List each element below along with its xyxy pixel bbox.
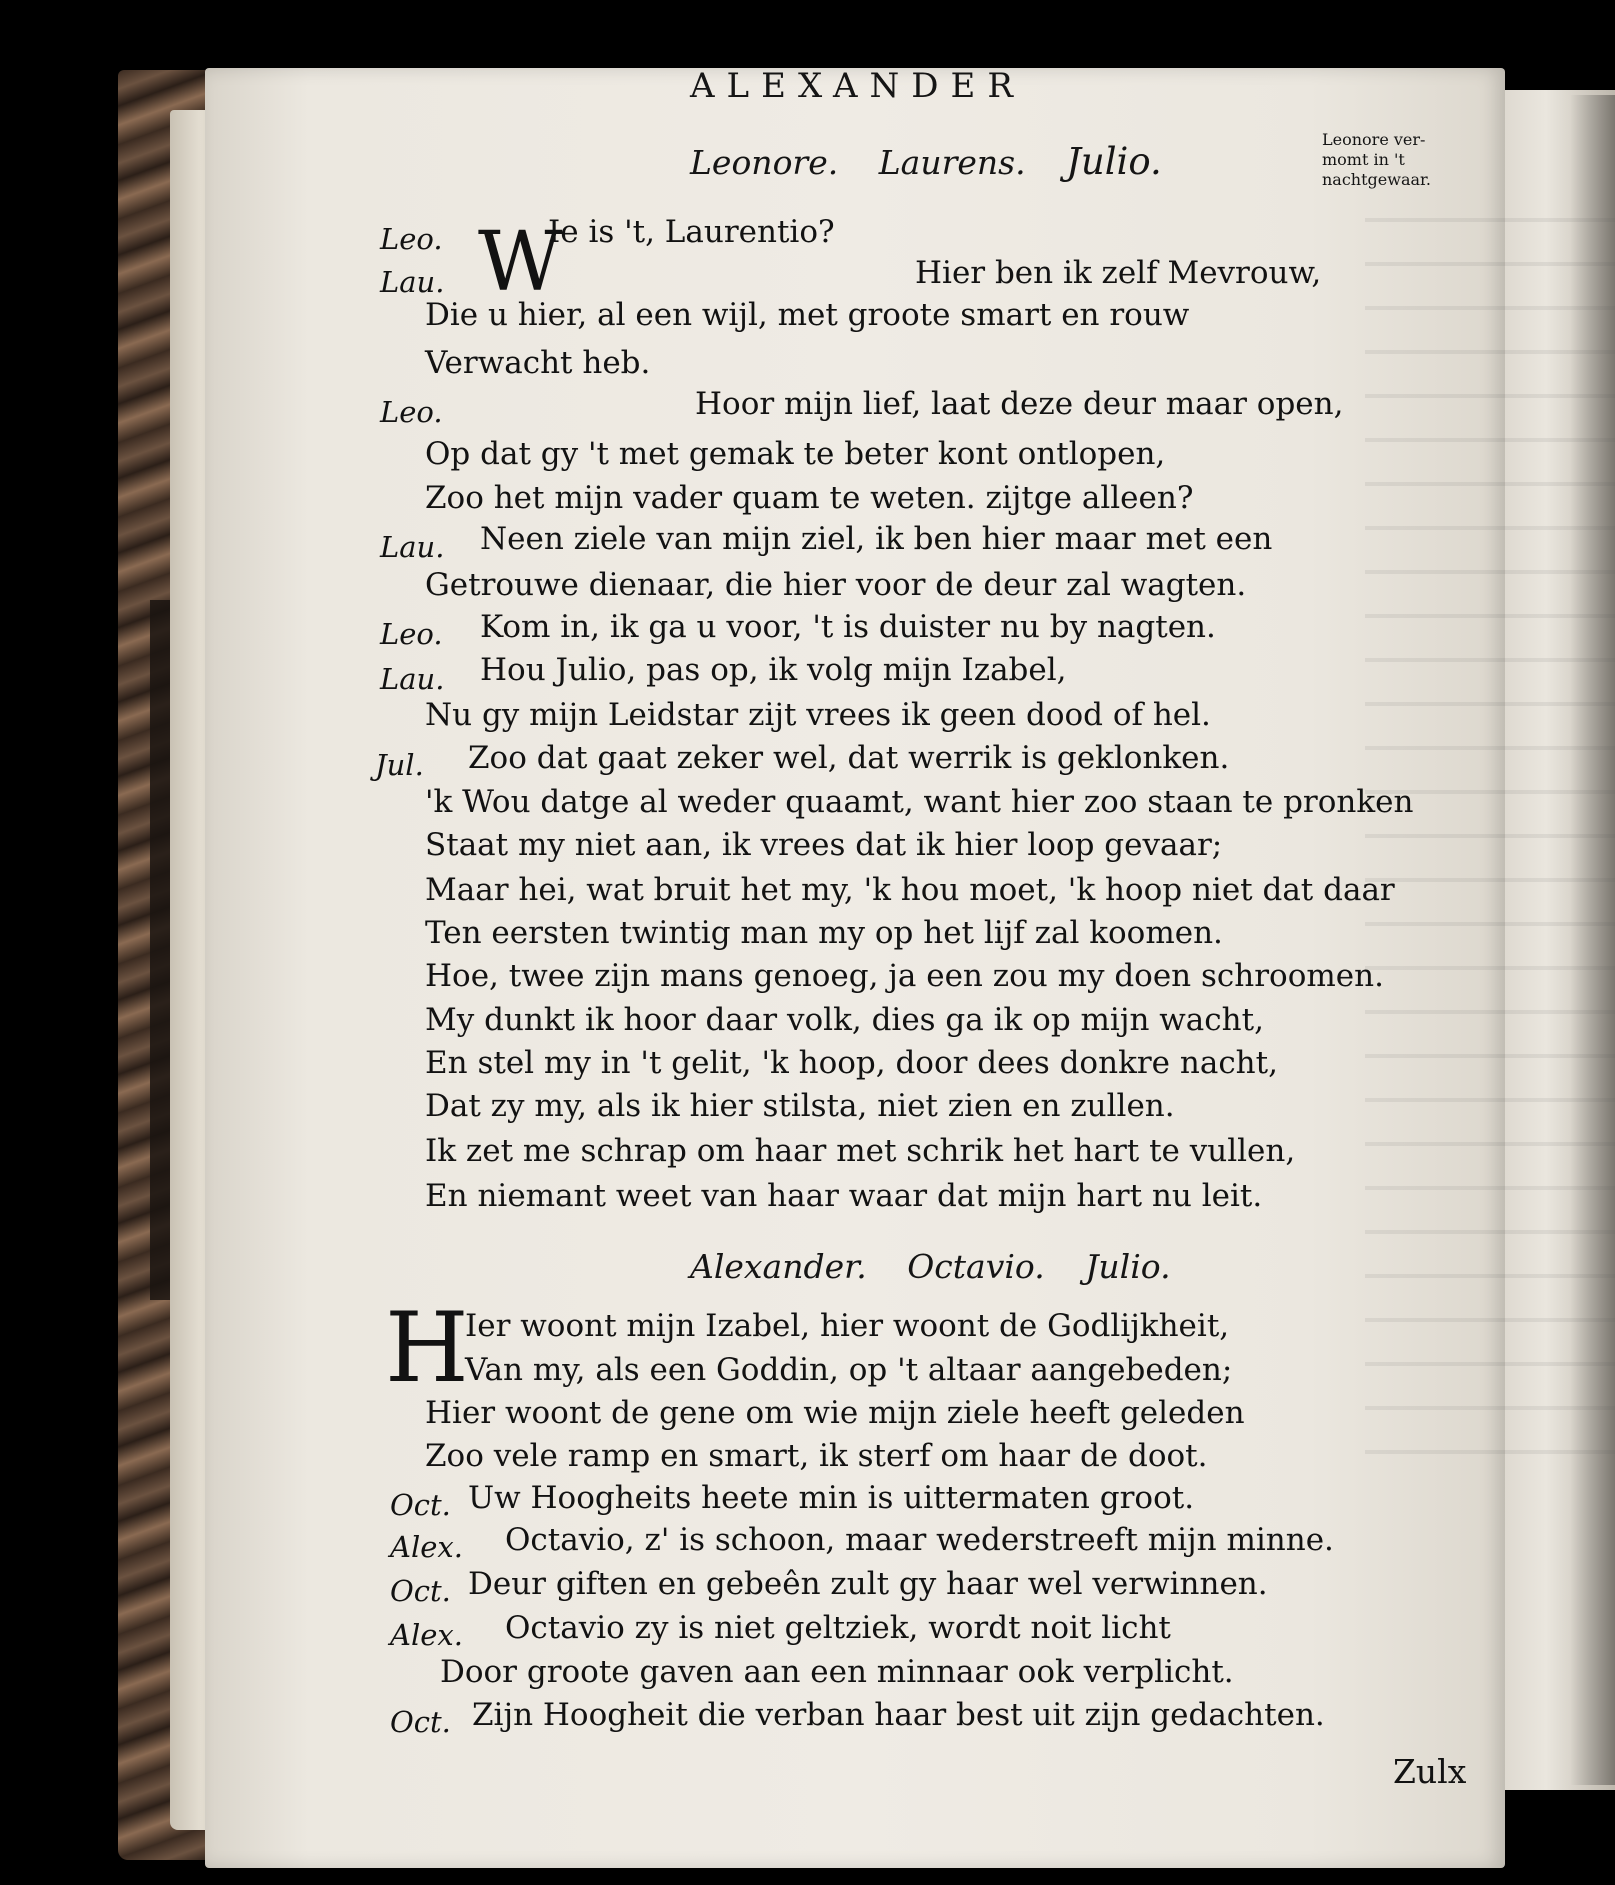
verse-line: Door groote gaven aan een minnaar ook verplicht. <box>440 1654 1234 1690</box>
verse-line: Neen ziele van mijn ziel, ik ben hier maar met een <box>480 521 1273 557</box>
verse-line: Getrouwe dienaar, die hier voor de deur zal wagten. <box>425 567 1247 603</box>
catchword: Zulx <box>1393 1752 1467 1791</box>
verse-line: Dat zy my, als ik hier stilsta, niet zien en zullen. <box>425 1088 1175 1124</box>
verse-line: Kom in, ik ga u voor, 't is duister nu by nagten. <box>480 609 1216 645</box>
verse-line: Hoor mijn lief, laat deze deur maar open, <box>695 386 1344 422</box>
drop-cap-w: W <box>478 215 563 310</box>
verse-line: Die u hier, al een wijl, met groote smart en rouw <box>425 297 1190 333</box>
verse-line: Verwacht heb. <box>425 345 651 381</box>
verse-line: Ier woont mijn Izabel, hier woont de Godlijkheit, <box>465 1308 1230 1344</box>
running-head: ALEXANDER <box>690 66 1025 106</box>
scene1-character: Leonore. <box>690 143 839 182</box>
note-line: nachtgewaar. <box>1322 170 1431 189</box>
verse-line: Hou Julio, pas op, ik volg mijn Izabel, <box>480 652 1067 688</box>
drop-cap-h: H <box>385 1292 469 1404</box>
verse-line: Octavio zy is niet geltziek, wordt noit licht <box>505 1610 1171 1646</box>
scene2-character: Octavio. <box>907 1247 1045 1286</box>
speaker-label: Oct. <box>390 1574 451 1608</box>
bleed-through-text <box>1365 188 1615 1488</box>
verse-line: Uw Hoogheits heete min is uittermaten groot. <box>468 1480 1195 1516</box>
verse-line: My dunkt ik hoor daar volk, dies ga ik op mijn wacht, <box>425 1002 1264 1038</box>
verse-line: Ik zet me schrap om haar met schrik het hart te vullen, <box>425 1133 1296 1169</box>
verse-line: En niemant weet van haar waar dat mijn hart nu leit. <box>425 1178 1263 1214</box>
verse-line: Hoe, twee zijn mans genoeg, ja een zou my doen schroomen. <box>425 958 1384 994</box>
stage-direction-note <box>1322 130 1492 190</box>
speaker-label: Oct. <box>390 1705 451 1739</box>
verse-line: Ie is 't, Laurentio? <box>548 214 835 250</box>
verse-line: Zoo vele ramp en smart, ik sterf om haar de doot. <box>425 1438 1208 1474</box>
verse-line: Deur giften en gebeên zult gy haar wel verwinnen. <box>468 1566 1268 1602</box>
speaker-label: Lau. <box>380 265 445 299</box>
verse-line: En stel my in 't gelit, 'k hoop, door dees donkre nacht, <box>425 1045 1278 1081</box>
verse-line: Hier woont de gene om wie mijn ziele heeft geleden <box>425 1395 1245 1431</box>
verse-line: Zijn Hoogheit die verban haar best uit zijn gedachten. <box>472 1697 1325 1733</box>
scene1-character: Julio. <box>1066 140 1162 183</box>
speaker-label: Leo. <box>380 222 443 256</box>
verse-line: 'k Wou datge al weder quaamt, want hier zoo staan te pronken <box>425 784 1414 820</box>
scene2-character: Julio. <box>1085 1247 1171 1286</box>
verse-line: Octavio, z' is schoon, maar wederstreeft mijn minne. <box>505 1522 1334 1558</box>
speaker-label: Oct. <box>390 1488 451 1522</box>
speaker-label: Alex. <box>390 1618 463 1652</box>
speaker-label: Lau. <box>380 662 445 696</box>
note-line: Leonore ver- <box>1322 130 1426 149</box>
scene1-heading <box>690 140 1192 183</box>
verse-line: Zoo dat gaat zeker wel, dat werrik is geklonken. <box>468 740 1230 776</box>
speaker-label: Jul. <box>375 748 424 782</box>
verse-line: Zoo het mijn vader quam te weten. zijtge alleen? <box>425 480 1194 516</box>
speaker-label: Lau. <box>380 530 445 564</box>
scene2-character: Alexander. <box>690 1247 867 1286</box>
scene1-character: Laurens. <box>878 143 1026 182</box>
verse-line: Nu gy mijn Leidstar zijt vrees ik geen dood of hel. <box>425 697 1211 733</box>
verse-line: Hier ben ik zelf Mevrouw, <box>915 255 1322 291</box>
scene2-heading <box>690 1247 1201 1286</box>
verse-line: Van my, als een Goddin, op 't altaar aangebeden; <box>465 1352 1233 1388</box>
speaker-label: Leo. <box>380 395 443 429</box>
note-line: momt in 't <box>1322 150 1405 169</box>
verse-line: Maar hei, wat bruit het my, 'k hou moet, 'k hoop niet dat daar <box>425 872 1395 908</box>
speaker-label: Alex. <box>390 1530 463 1564</box>
verse-line: Ten eersten twintig man my op het lijf zal koomen. <box>425 915 1223 951</box>
verse-line: Op dat gy 't met gemak te beter kont ontlopen, <box>425 436 1166 472</box>
speaker-label: Leo. <box>380 617 443 651</box>
verse-line: Staat my niet aan, ik vrees dat ik hier loop gevaar; <box>425 827 1223 863</box>
